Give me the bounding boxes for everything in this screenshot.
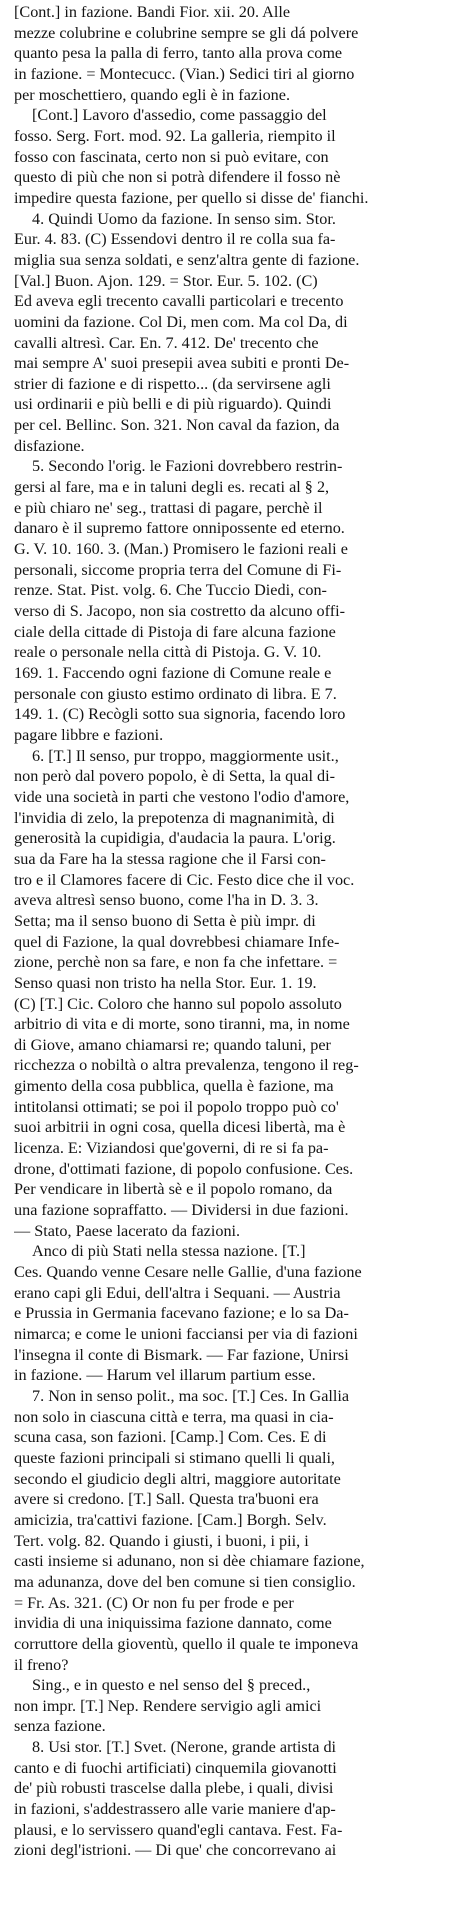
section-heading-line: Anco di più Stati nella stessa nazione. [T.]	[32, 1242, 306, 1261]
text-line: l'insegna il conte di Bismark. — Far fazione, Unirsi	[14, 1345, 349, 1364]
text-line: gersi al fare, ma e in taluni degli es. recati al § 2,	[14, 478, 330, 497]
text-line: arbitrio di vita e di morte, sono tiranni, ma, in nome	[14, 1015, 350, 1034]
text-line: senza fazione.	[14, 1717, 106, 1736]
text-line: [Cont.] in fazione. Bandi Fior. xii. 20. Alle	[14, 3, 291, 21]
text-line: disfazione.	[14, 436, 85, 455]
text-line: mai sempre A' suoi presepii avea subiti e pronti De-	[14, 354, 350, 373]
text-line: uomini da fazione. Col Di, men com. Ma col Da, di	[14, 312, 348, 331]
text-line: aveva altresì senso buono, come l'ha in D. 3. 3.	[14, 891, 319, 910]
text-line: fosso con fascinata, certo non si può evitare, con	[14, 147, 329, 166]
text-line: strier di fazione e di rispetto... (da servirsene agli	[14, 374, 331, 393]
text-line: impedire questa fazione, per quello si disse de' fianchi.	[14, 188, 369, 207]
text-line: tro e il Clamores facere di Cic. Festo dice che il voc.	[14, 870, 355, 889]
text-line: = Fr. As. 321. (C) Or non fu per frode e per	[14, 1593, 294, 1612]
text-line: vide una società in parti che vestono l'odio d'amore,	[14, 787, 350, 806]
text-line: de' più robusti trascelse dalla plebe, i quali, divisi	[14, 1779, 334, 1798]
text-line: sua da Fare ha la stessa ragione che il Farsi con-	[14, 849, 326, 868]
text-line: e Prussia in Germania facevano fazione; e lo sa Da-	[14, 1304, 349, 1323]
text-line: G. V. 10. 160. 3. (Man.) Promisero le fazioni reali e	[14, 540, 348, 559]
text-line: casti insieme si adunano, non si dèe chiamare fazione,	[14, 1552, 365, 1571]
entry-text-column	[14, 2, 458, 1861]
text-line: per cel. Bellinc. Son. 321. Non caval da fazion, da	[14, 416, 340, 435]
text-line: Senso quasi non tristo ha nella Stor. Eur. 1. 19.	[14, 973, 317, 992]
text-line: [Val.] Buon. Ajon. 129. = Stor. Eur. 5. 102. (C)	[14, 271, 318, 290]
text-line: personale con giusto estimo ordinato di libra. E 7.	[14, 684, 337, 703]
text-line: plausi, e lo servissero quand'egli cantava. Fest. Fa-	[14, 1820, 343, 1839]
text-line: l'invidia di zelo, la prepotenza di magnanimità, di	[14, 808, 335, 827]
text-line: pagare libbre e fazioni.	[14, 725, 164, 744]
text-line: danaro è il supremo fattore onnipossente ed eterno.	[14, 519, 345, 538]
text-line: zioni degl'istrioni. — Di que' che concorrevano ai	[14, 1841, 337, 1860]
text-line: in fazioni, s'addestrassero alle varie maniere d'ap-	[14, 1800, 336, 1819]
text-line: una fazione sopraffatto. — Dividersi in due fazioni.	[14, 1201, 349, 1220]
text-line: Per vendicare in libertà sè e il popolo romano, da	[14, 1180, 333, 1199]
text-line: per moschettiero, quando egli è in fazione.	[14, 85, 290, 104]
text-line: non però dal povero popolo, è di Setta, la qual di-	[14, 767, 335, 786]
text-line: (C) [T.] Cic. Coloro che hanno sul popolo assoluto	[14, 994, 342, 1013]
text-line: Tert. volg. 82. Quando i giusti, i buoni, i pii, i	[14, 1531, 309, 1550]
text-line: personali, siccome propria terra del Comune di Fi-	[14, 560, 342, 579]
text-line: Ces. Quando venne Cesare nelle Gallie, d'una fazione	[14, 1263, 362, 1282]
text-line: licenza. E: Viziandosi que'governi, di re si fa pa-	[14, 1139, 329, 1158]
text-line: quel di Fazione, la qual dovrebbesi chiamare Infe-	[14, 932, 340, 951]
text-line: 149. 1. (C) Recògli sotto sua signoria, facendo loro	[14, 705, 346, 724]
text-line: questo di più che non si potrà difendere il fosso nè	[14, 168, 341, 187]
text-line: Eur. 4. 83. (C) Essendovi dentro il re colla sua fa-	[14, 230, 336, 249]
text-line: ciale della cittade di Pistoja di fare alcuna fazione	[14, 622, 336, 641]
text-line: Setta; ma il senso buono di Setta è più impr. di	[14, 911, 316, 930]
text-line: 169. 1. Faccendo ogni fazione di Comune reale e	[14, 664, 332, 682]
text-line: zione, perchè non sa fare, e non fa che infettare. =	[14, 953, 338, 972]
text-line: miglia sua senza soldati, e senz'altra gente di fazione.	[14, 250, 360, 269]
text-line: avere si credono. [T.] Sall. Questa tra'buoni era	[14, 1490, 319, 1509]
text-line: invidia di una iniquissima fazione dannato, come	[14, 1614, 332, 1633]
text-line: in fazione. — Harum vel illarum partium esse.	[14, 1366, 316, 1385]
section-heading-line: 7. Non in senso polit., ma soc. [T.] Ces. In Gallia	[32, 1386, 350, 1405]
text-line: intitolansi ottimati; se poi il popolo troppo può co'	[14, 1097, 339, 1116]
text-line: ricchezza o nobiltà o altra prevalenza, tengono il reg-	[14, 1056, 359, 1075]
text-line: erano capi gli Edui, dell'altra i Sequani. — Austria	[14, 1283, 341, 1302]
text-line: ma adunanza, dove del ben comune si tien consiglio.	[14, 1572, 356, 1591]
section-heading-line: 6. [T.] Il senso, pur troppo, maggiormente usit.,	[32, 746, 339, 765]
text-line: nimarca; e come le unioni facciansi per via di fazioni	[14, 1325, 358, 1343]
text-line: verso di S. Jacopo, non sia costretto da alcuno offi-	[14, 602, 346, 621]
text-line: scuna casa, son fazioni. [Camp.] Com. Ces. E di	[14, 1428, 327, 1447]
text-line: non impr. [T.] Nep. Rendere servigio agli amici	[14, 1696, 322, 1715]
text-line: fosso. Serg. Fort. mod. 92. La galleria, riempito il	[14, 126, 336, 145]
text-line: Ed aveva egli trecento cavalli particolari e trecento	[14, 292, 344, 311]
section-heading-line: 8. Usi stor. [T.] Svet. (Nerone, grande artista di	[32, 1738, 337, 1757]
text-line: il freno?	[14, 1655, 69, 1674]
text-line: renze. Stat. Pist. volg. 6. Che Tuccio Diedi, con-	[14, 581, 327, 600]
text-line: e più chiaro ne' seg., trattasi di pagare, perchè il	[14, 498, 323, 517]
text-line: reale o personale nella città di Pistoja. G. V. 10.	[14, 643, 322, 662]
text-line: gimento della cosa pubblica, quella è fazione, ma	[14, 1077, 334, 1096]
text-line: cavalli altresì. Car. En. 7. 412. De' trecento che	[14, 333, 319, 352]
text-line: in fazione. = Montecucc. (Vian.) Sedici tiri al giorno	[14, 64, 355, 83]
text-line: non solo in ciascuna città e terra, ma quasi in cia-	[14, 1407, 334, 1426]
text-line: usi ordinarii e più belli e di più riguardo). Quindi	[14, 395, 332, 414]
text-line: suoi arbitrii in ogni cosa, quella dicesi libertà, ma è	[14, 1118, 346, 1137]
text-line: queste fazioni principali si stimano quelli li quali,	[14, 1448, 335, 1467]
text-line: [Cont.] Lavoro d'assedio, come passaggio del	[32, 106, 327, 125]
section-heading-line: 5. Secondo l'orig. le Fazioni dovrebbero restrin-	[32, 457, 343, 476]
text-line: secondo el giudicio degli altri, maggiore autoritate	[14, 1469, 341, 1488]
section-heading-line: Sing., e in questo e nel senso del § preced.,	[32, 1676, 311, 1695]
text-line: di Giove, amano chiamarsi re; quando taluni, per	[14, 1035, 331, 1054]
section-heading-line: 4. Quindi Uomo da fazione. In senso sim. Stor.	[32, 209, 336, 228]
text-line: — Stato, Paese lacerato da fazioni.	[14, 1221, 241, 1240]
text-line: drone, d'ottimati fazione, di popolo confusione. Ces.	[14, 1159, 354, 1178]
text-line: generosità la cupidigia, d'audacia la paura. L'orig.	[14, 829, 336, 848]
text-line: corruttore della gioventù, quello il quale te imponeva	[14, 1634, 359, 1653]
text-line: canto e di fuochi artificiati) cinquemila giovanotti	[14, 1758, 337, 1777]
text-line: mezze colubrine e colubrine sempre se gli dá polvere	[14, 23, 359, 42]
text-line: quanto pesa la palla di ferro, tanto alla prova come	[14, 44, 343, 63]
text-line: amicizia, tra'cattivi fazione. [Cam.] Borgh. Selv.	[14, 1510, 327, 1529]
